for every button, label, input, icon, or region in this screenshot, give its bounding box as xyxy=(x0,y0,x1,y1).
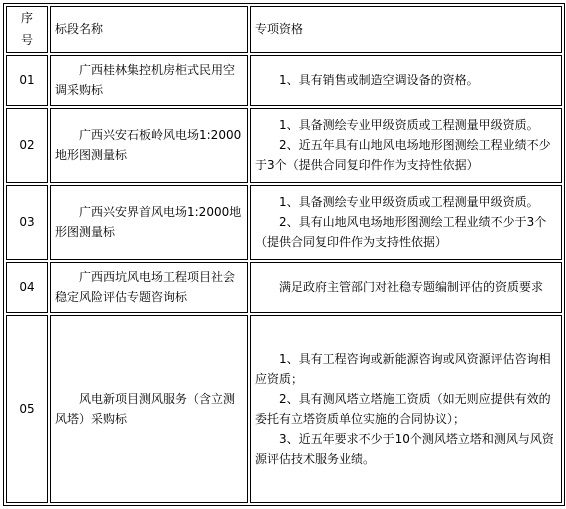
section-name-text: 风电新项目测风服务（含立测风塔）采购标 xyxy=(55,391,236,426)
table-header-row xyxy=(6,6,562,53)
qualification-item: 2、近五年具有山地风电场地形图测绘工程业绩不少于3个（提供合同复印件作为支持性依据） xyxy=(255,138,551,173)
qualification-item: 满足政府主管部门对社稳专题编制评估的资质要求 xyxy=(279,280,544,295)
serial-number: 03 xyxy=(6,185,48,260)
qualification xyxy=(250,108,562,183)
document-page xyxy=(3,3,563,506)
section-name-text: 广西桂林集控机房柜式民用空调采购标 xyxy=(55,63,236,98)
qualification xyxy=(250,185,562,260)
header-qualification: 专项资格 xyxy=(250,6,562,53)
serial-number: 04 xyxy=(6,262,48,313)
table-row xyxy=(6,55,562,106)
qualification-item: 1、具有销售或制造空调设备的资格。 xyxy=(279,73,479,88)
section-name xyxy=(50,55,248,106)
section-name-text: 广西兴安界首风电场1:2000地形图测量标 xyxy=(55,205,242,240)
table-row xyxy=(6,315,562,503)
section-name xyxy=(50,185,248,260)
table-row xyxy=(6,185,562,260)
qualification xyxy=(250,262,562,313)
qualification-item: 2、具有测风塔立塔施工资质（如无则应提供有效的委托有立塔资质单位实施的合同协议）； xyxy=(255,391,551,426)
header-section-name: 标段名称 xyxy=(50,6,248,53)
qualification xyxy=(250,315,562,503)
qualification-item: 1、具有工程咨询或新能源咨询或风资源评估咨询相应资质； xyxy=(255,351,551,386)
section-name-text: 广西兴安石板岭风电场1:2000地形图测量标 xyxy=(55,128,242,163)
qualification-item: 1、具备测绘专业甲级资质或工程测量甲级资质。 xyxy=(279,118,539,133)
section-name xyxy=(50,108,248,183)
section-name xyxy=(50,262,248,313)
table-row xyxy=(6,262,562,313)
qualification xyxy=(250,55,562,106)
header-serial-number xyxy=(6,6,48,53)
serial-number: 01 xyxy=(6,55,48,106)
serial-number: 02 xyxy=(6,108,48,183)
bid-sections-table xyxy=(3,3,565,506)
serial-number: 05 xyxy=(6,315,48,503)
section-name xyxy=(50,315,248,503)
header-serial-line1: 序 xyxy=(20,11,33,26)
section-name-text: 广西西坑风电场工程项目社会稳定风险评估专题咨询标 xyxy=(55,270,236,305)
table-row xyxy=(6,108,562,183)
qualification-item: 3、近五年要求不少于10个测风塔立塔和测风与风资源评估技术服务业绩。 xyxy=(255,431,554,466)
qualification-item: 1、具备测绘专业甲级资质或工程测量甲级资质。 xyxy=(279,195,539,210)
qualification-item: 2、具有山地风电场地形图测绘工程业绩不少于3个（提供合同复印件作为支持性依据） xyxy=(255,215,547,250)
header-serial-line2: 号 xyxy=(20,33,33,48)
